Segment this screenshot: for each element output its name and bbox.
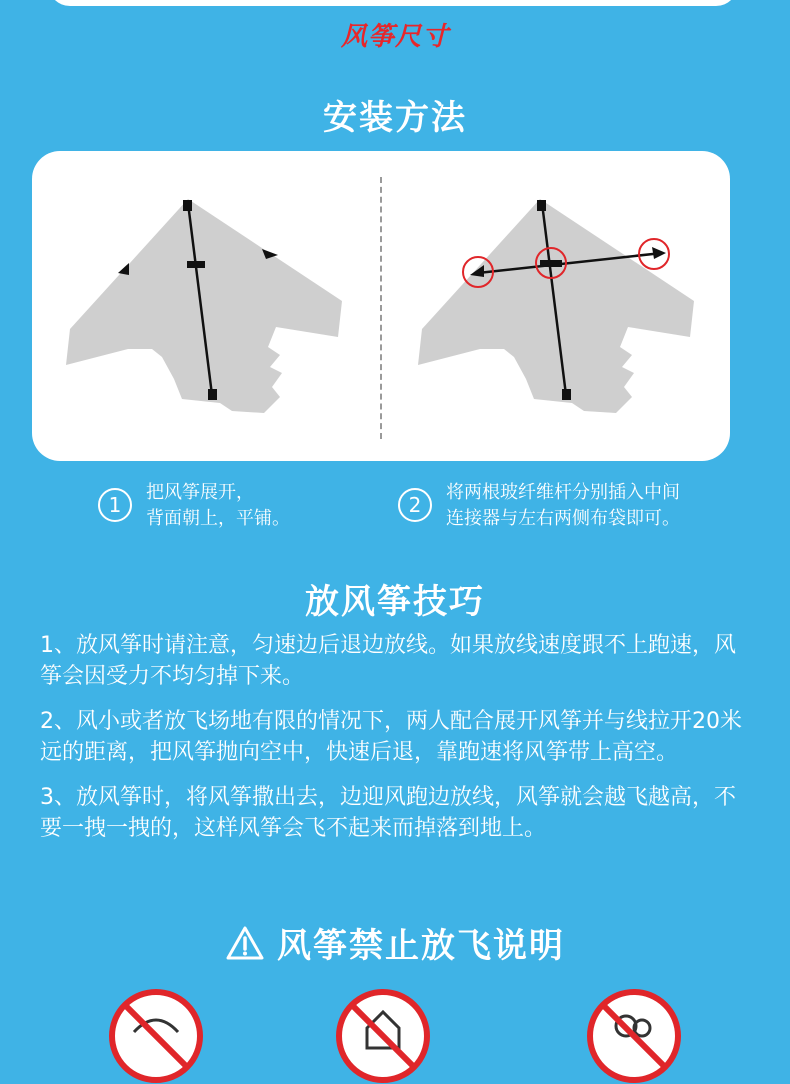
warning-title-text: 风筝禁止放飞说明: [277, 926, 565, 966]
step-number-circle: 2: [398, 488, 432, 522]
tip-item: 2、风小或者放飞场地有限的情况下，两人配合展开风筝并与线拉开20米远的距离，把风筝抛向空中，快速后退，靠跑速将风筝带上高空。: [40, 709, 742, 765]
kite-body: [66, 199, 342, 413]
top-card: [48, 0, 738, 6]
rod-end-top: [537, 200, 546, 211]
center-connector: [187, 261, 205, 268]
install-step-1: [98, 480, 290, 532]
center-connector: [540, 260, 562, 267]
no-flying-near-buildings-icon: [335, 988, 431, 1084]
left-pocket: [470, 265, 484, 277]
warning-title: [0, 918, 790, 967]
rod-end-top: [183, 200, 192, 211]
rod-end-bottom: [208, 389, 217, 400]
step-line: 将两根玻纤维杆分别插入中间: [446, 482, 680, 503]
step-line: 连接器与左右两侧布袋即可。: [446, 508, 680, 529]
tip-item: 1、放风筝时请注意，匀速边后退边放线。如果放线速度跟不上跑速，风筝会因受力不均匀掉下来。: [40, 633, 736, 689]
kite-diagram-assembled: [382, 151, 730, 461]
tips-title: 放风筝技巧: [305, 582, 485, 622]
right-pocket: [652, 247, 666, 259]
step-number-circle: 1: [98, 488, 132, 522]
no-flying-near-trees-icon: [108, 988, 204, 1084]
rod-end-bottom: [562, 389, 571, 400]
install-title: 安装方法: [323, 98, 467, 138]
left-pocket: [118, 263, 129, 275]
tip-item: 3、放风筝时，将风筝撒出去，边迎风跑边放线，风筝就会越飞越高，不要一拽一拽的，这样风筝会飞不起来而掉落到地上。: [40, 785, 736, 841]
install-step-2: [398, 480, 680, 532]
kite-size-title: 风筝尺寸: [340, 22, 449, 52]
no-flying-in-storm-icon: [586, 988, 682, 1084]
step-line: 把风筝展开，: [146, 482, 254, 503]
kite-diagram-unfolded: [32, 151, 380, 461]
install-diagram-card: [32, 151, 730, 461]
step-line: 背面朝上，平铺。: [146, 508, 290, 529]
step-text: [446, 480, 680, 532]
step-text: [146, 480, 290, 532]
warning-triangle-icon: [225, 925, 265, 961]
tips-list: [40, 630, 752, 858]
